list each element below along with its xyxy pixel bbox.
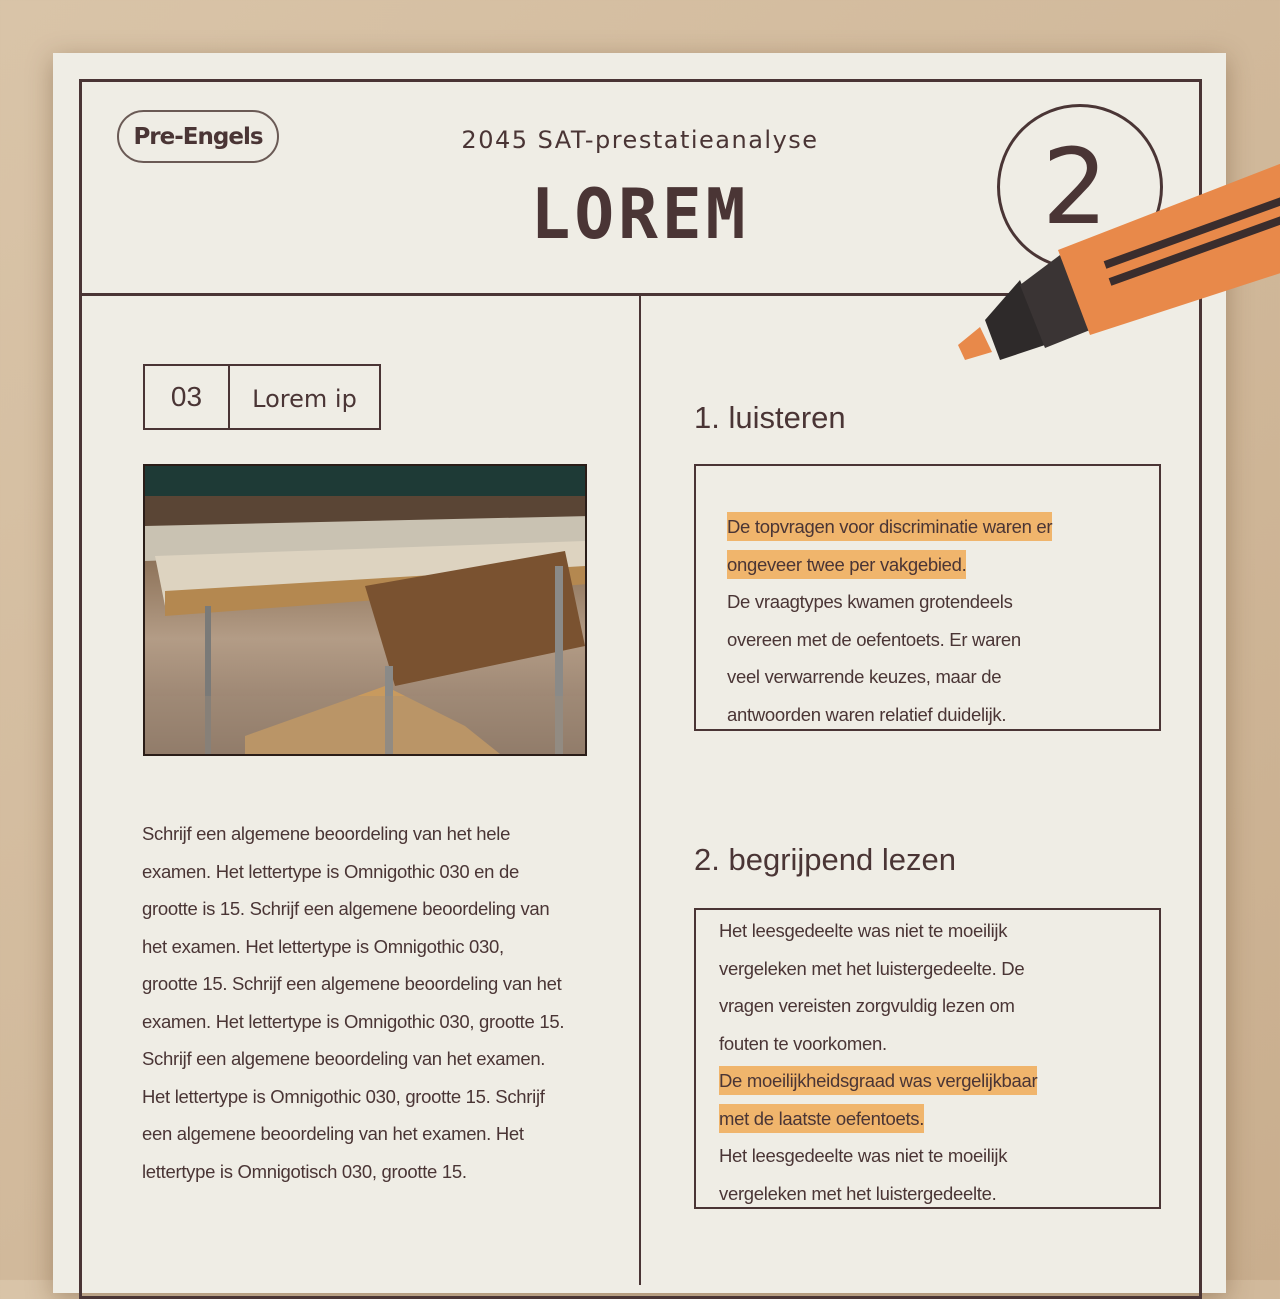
- subject-badge: Pre-Engels: [117, 110, 279, 163]
- highlighted-text: met de laatste oefentoets.: [719, 1104, 924, 1133]
- text: Het leesgedeelte was niet te moeilijk: [719, 920, 1008, 941]
- listening-box: [694, 464, 1161, 731]
- box-line: [719, 987, 1159, 1025]
- paragraph-line: Schrijf een algemene beoordeling van het hele: [142, 823, 511, 844]
- box-line: [719, 1175, 1159, 1213]
- box-line: [719, 1137, 1159, 1175]
- text: De vraagtypes kwamen grotendeels: [727, 591, 1013, 612]
- text: vergeleken met het luistergedeelte.: [719, 1182, 997, 1204]
- text: vragen vereisten zorgvuldig lezen om: [719, 995, 1015, 1016]
- box-line: [727, 508, 1159, 546]
- text: vergeleken met het luistergedeelte. De: [719, 957, 1025, 979]
- paragraph-line: examen. Het lettertype is Omnigothic 030, grootte 15.: [142, 1010, 565, 1032]
- section-heading-reading: 2. begrijpend lezen: [694, 842, 956, 877]
- column-divider: [639, 295, 641, 1285]
- highlighted-text: De moeilijkheidsgraad was vergelijkbaar: [719, 1066, 1037, 1095]
- text: veel verwarrende keuzes, maar de: [727, 666, 1002, 687]
- paragraph-line: het examen. Het lettertype is Omnigothic 030,: [142, 935, 504, 957]
- classroom-chairs-image: [145, 466, 587, 756]
- overall-review-paragraph: [142, 815, 564, 1190]
- reading-box: [694, 908, 1161, 1209]
- paragraph-line: Schrijf een algemene beoordeling van het examen.: [142, 1048, 546, 1069]
- box-line: [727, 621, 1159, 659]
- page-number: 2: [1041, 126, 1109, 248]
- box-line: [727, 583, 1159, 621]
- box-line: [727, 658, 1159, 696]
- text: antwoorden waren relatief duidelijk.: [727, 703, 1007, 725]
- paragraph-line: grootte is 15. Schrijf een algemene beoordeling van: [142, 898, 550, 919]
- box-line: [719, 1025, 1159, 1063]
- section-heading-listening: 1. luisteren: [694, 400, 846, 435]
- text: fouten te voorkomen.: [719, 1032, 887, 1054]
- paragraph-line: grootte 15. Schrijf een algemene beoordeling van het: [142, 973, 562, 994]
- text: overeen met de oefentoets. Er waren: [727, 628, 1021, 650]
- paragraph-line: examen. Het lettertype is Omnigothic 030 en de: [142, 860, 519, 882]
- section-label: Lorem ip: [252, 385, 357, 413]
- text: Het leesgedeelte was niet te moeilijk: [719, 1145, 1008, 1166]
- page-title: LOREM: [530, 174, 750, 255]
- paragraph-line: Het lettertype is Omnigothic 030, grootte 15. Schrijf: [142, 1085, 545, 1107]
- box-line: [727, 696, 1159, 734]
- box-line: [719, 912, 1159, 950]
- page-subtitle: 2045 SAT-prestatieanalyse: [461, 126, 819, 154]
- box-line: [727, 546, 1159, 584]
- section-tag: [143, 364, 381, 430]
- highlighted-text: De topvragen voor discriminatie waren er: [727, 512, 1052, 541]
- paragraph-line: lettertype is Omnigotisch 030, grootte 15.: [142, 1160, 467, 1182]
- box-line: [719, 1062, 1159, 1100]
- classroom-photo: [143, 464, 587, 756]
- highlighter-marker-icon: [950, 160, 1280, 390]
- box-line: [719, 1100, 1159, 1138]
- section-number: 03: [145, 366, 230, 428]
- paragraph-line: een algemene beoordeling van het examen. Het: [142, 1123, 524, 1144]
- highlighted-text: ongeveer twee per vakgebied.: [727, 550, 966, 579]
- box-line: [719, 950, 1159, 988]
